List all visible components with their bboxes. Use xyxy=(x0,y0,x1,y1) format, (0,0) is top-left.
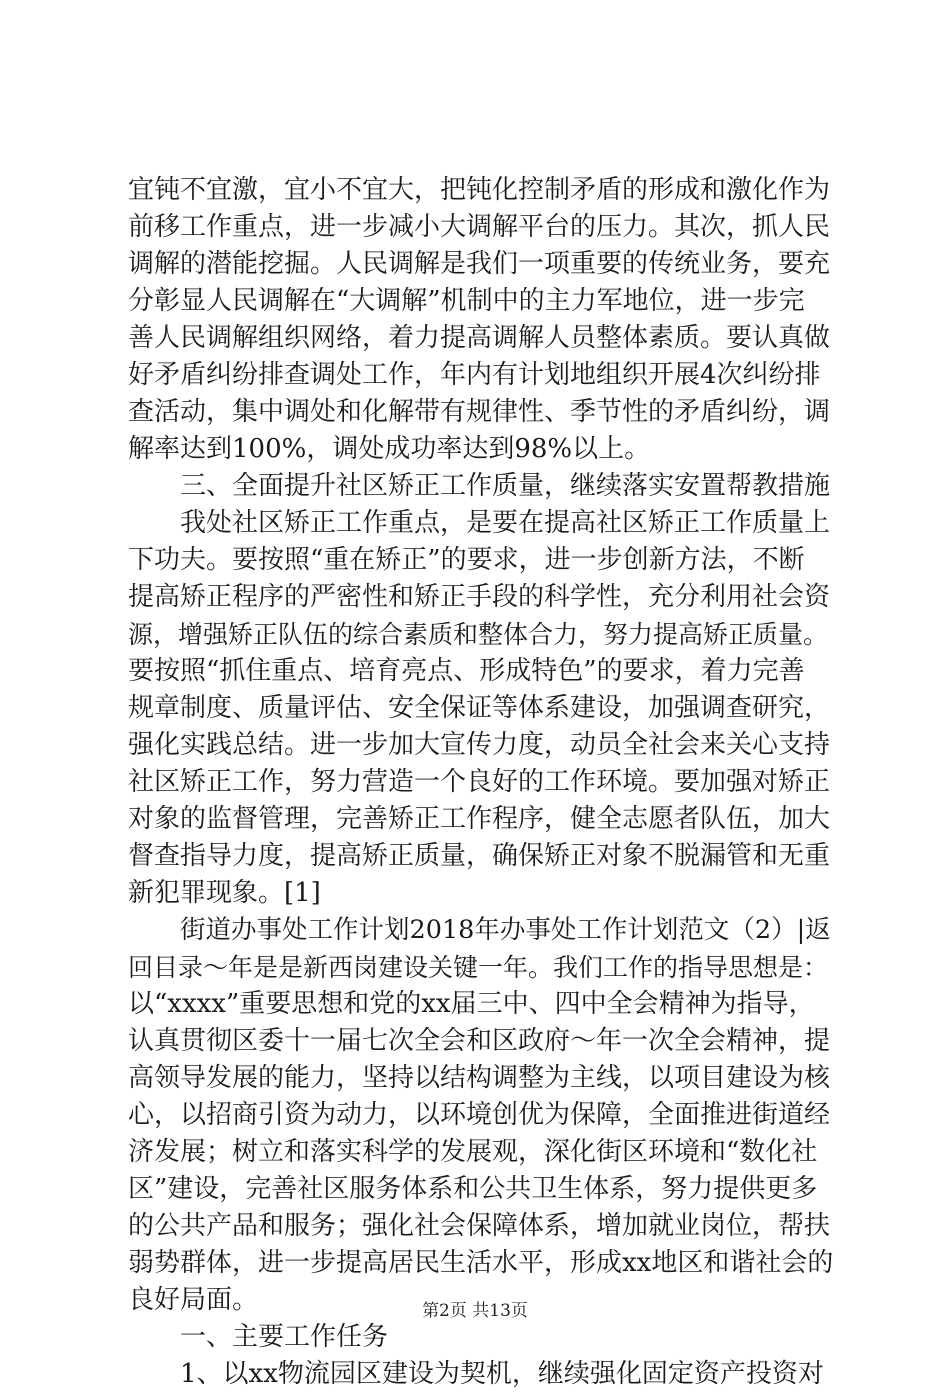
text-line: 1、以xx物流园区建设为契机，继续强化固定资产投资对 xyxy=(180,1359,824,1389)
document-body xyxy=(128,172,834,1393)
page-footer: 第2页 共13页 xyxy=(422,1301,528,1321)
text-line: 心，以招商引资为动力，以环境创优为保障，全面推进街道经 xyxy=(128,1100,831,1130)
text-line: 下功夫。要按照“重在矫正”的要求，进一步创新方法，不断 xyxy=(128,545,805,575)
text-line: 弱势群体，进一步提高居民生活水平，形成xx地区和谐社会的 xyxy=(128,1248,834,1278)
text-line: 好矛盾纠纷排查调处工作，年内有计划地组织开展4次纠纷排 xyxy=(128,360,821,390)
text-line: 良好局面。 xyxy=(128,1285,259,1315)
text-line: 街道办事处工作计划2018年办事处工作计划范文（2）|返 xyxy=(180,915,831,945)
text-line: 善人民调解组织网络，着力提高调解人员整体素质。要认真做 xyxy=(128,323,831,353)
text-line: 的公共产品和服务；强化社会保障体系，增加就业岗位，帮扶 xyxy=(128,1211,831,1241)
text-line: 新犯罪现象。[1] xyxy=(128,878,321,908)
text-line: 三、全面提升社区矫正工作质量，继续落实安置帮教措施 xyxy=(180,471,831,501)
text-line: 区”建设，完善社区服务体系和公共卫生体系，努力提供更多 xyxy=(128,1174,818,1204)
text-line: 规章制度、质量评估、安全保证等体系建设，加强调查研究， xyxy=(128,693,831,723)
text-line: 济发展；树立和落实科学的发展观，深化街区环境和“数化社 xyxy=(128,1137,818,1167)
text-line: 以“xxxx”重要思想和党的xx届三中、四中全会精神为指导， xyxy=(128,989,815,1019)
text-line: 解率达到100%，调处成功率达到98%以上。 xyxy=(128,434,651,464)
text-line: 宜钝不宜激，宜小不宜大，把钝化控制矛盾的形成和激化作为 xyxy=(128,175,831,205)
text-line: 高领导发展的能力，坚持以结构调整为主线，以项目建设为核 xyxy=(128,1063,831,1093)
text-line: 回目录～年是是新西岗建设关键一年。我们工作的指导思想是： xyxy=(128,953,829,982)
text-line: 我处社区矫正工作重点，是要在提高社区矫正工作质量上 xyxy=(180,508,831,538)
text-line: 一、主要工作任务 xyxy=(180,1322,389,1352)
text-line: 前移工作重点，进一步减小大调解平台的压力。其次，抓人民 xyxy=(128,212,831,242)
text-line: 社区矫正工作，努力营造一个良好的工作环境。要加强对矫正 xyxy=(128,767,831,797)
text-line: 提高矫正程序的严密性和矫正手段的科学性，充分利用社会资 xyxy=(128,582,831,612)
text-line: 源，增强矫正队伍的综合素质和整体合力，努力提高矫正质量。 xyxy=(128,620,829,649)
text-line: 查活动，集中调处和化解带有规律性、季节性的矛盾纠纷，调 xyxy=(128,397,831,427)
text-line: 督查指导力度，提高矫正质量，确保矫正对象不脱漏管和无重 xyxy=(128,841,831,871)
text-line: 要按照“抓住重点、培育亮点、形成特色”的要求，着力完善 xyxy=(128,656,805,686)
text-line: 分彰显人民调解在“大调解”机制中的主力军地位，进一步完 xyxy=(128,286,805,316)
text-line: 强化实践总结。进一步加大宣传力度，动员全社会来关心支持 xyxy=(128,730,831,760)
text-line: 认真贯彻区委十一届七次全会和区政府～年一次全会精神，提 xyxy=(128,1026,831,1056)
text-line: 调解的潜能挖掘。人民调解是我们一项重要的传统业务，要充 xyxy=(128,249,831,279)
text-line: 对象的监督管理，完善矫正工作程序，健全志愿者队伍，加大 xyxy=(128,804,831,834)
